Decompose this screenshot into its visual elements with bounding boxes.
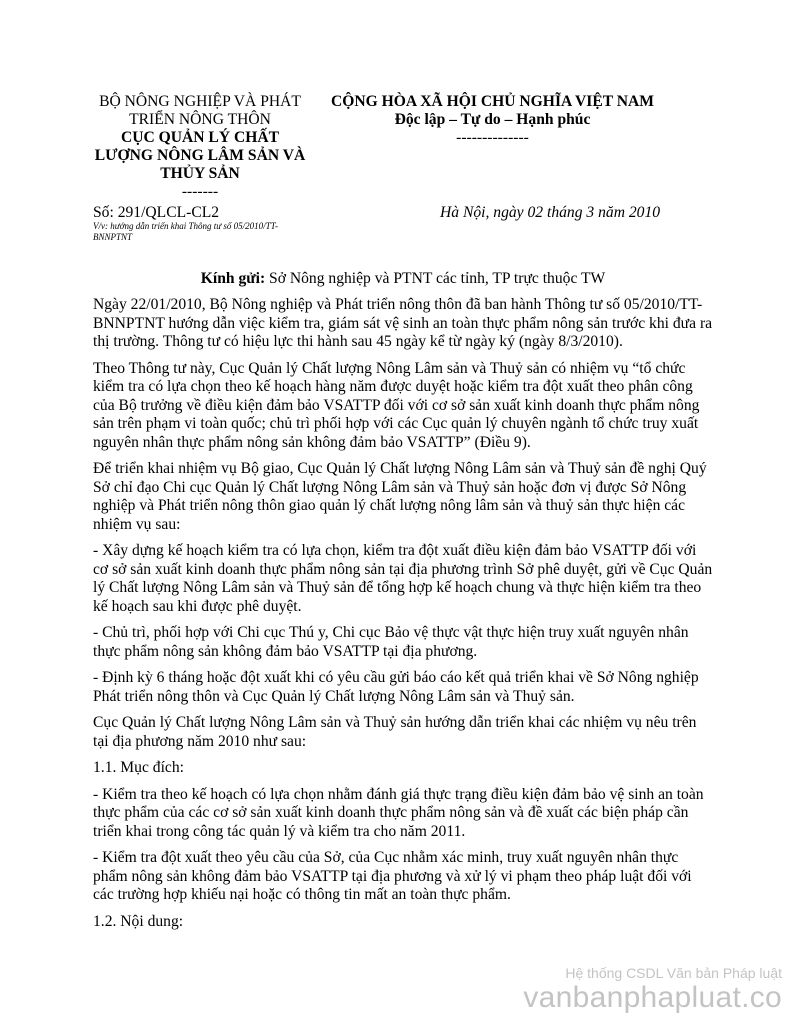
body-paragraph: - Định kỳ 6 tháng hoặc đột xuất khi có yêu cầu gửi báo cáo kết quả triển khai về Sở Nông nghiệp Phát triển nông thôn và Cục Quản lý Chất lượng Nông Lâm sản và Thuỷ sản.	[93, 669, 699, 705]
agency-separator: -------	[181, 183, 219, 200]
issuing-agency-block	[88, 93, 312, 201]
national-motto: Độc lập – Tự do – Hạnh phúc	[394, 111, 591, 128]
country-name: CỘNG HÒA XÃ HỘI CHỦ NGHĨA VIỆT NAM	[330, 93, 655, 110]
body-paragraph: - Kiểm tra theo kế hoạch có lựa chọn nhằm đánh giá thực trạng điều kiện đảm bảo vệ sinh an toàn thực phẩm của các cơ sở sản xuất kinh doanh thực phẩm nông sản và đề xuất các biện pháp cần triển khai trong công tác quản lý và kiểm tra cho năm 2011.	[93, 785, 704, 840]
agency-name-line2: LƯỢNG NÔNG LÂM SẢN VÀ	[94, 147, 306, 164]
section-heading: 1.2. Nội dung:	[93, 912, 184, 930]
document-subject	[93, 221, 318, 243]
body-paragraph: - Chủ trì, phối hợp với Chi cục Thú y, Chi cục Bảo vệ thực vật thực hiện truy xuất nguyên nhân thực phẩm nông sản không đảm bảo VSATTP tại địa phương.	[93, 624, 689, 660]
document-number: Số: 291/QLCL-CL2	[93, 204, 220, 221]
recipient-line	[93, 270, 713, 288]
watermark-line2: vanbanphapluat.co	[523, 981, 782, 1014]
ministry-name-line2: TRIỂN NÔNG THÔN	[129, 111, 271, 128]
site-watermark	[523, 965, 782, 1015]
national-title-block	[325, 93, 660, 147]
subject-line1: V/v: hướng dẫn triển khai Thông tư số 05/2010/TT-	[93, 221, 278, 231]
body-paragraph: Ngày 22/01/2010, Bộ Nông nghiệp và Phát triển nông thôn đã ban hành Thông tư số 05/2010/TT-BNNPTNT hướng dẫn việc kiểm tra, giám sát vệ sinh an toàn thực phẩm nông sản trước khi đưa ra thị trường. Thông tư có hiệu lực thi hành sau 45 ngày kể từ ngày ký (ngày 8/3/2010).	[93, 296, 713, 350]
recipient-text: Sở Nông nghiệp và PTNT các tỉnh, TP trực thuộc TW	[269, 270, 606, 287]
section-heading: 1.1. Mục đích:	[93, 759, 184, 776]
body-paragraph: Để triển khai nhiệm vụ Bộ giao, Cục Quản lý Chất lượng Nông Lâm sản và Thuỷ sản đề nghị Quý Sở chỉ đạo Chi cục Quản lý Chất lượng Nông Lâm sản và Thuỷ sản hoặc đơn vị được Sở Nông nghiệp và Phát triển nông thôn giao quản lý chất lượng nông lâm sản và thuỷ sản thực hiện các nhiệm vụ sau:	[93, 460, 707, 533]
document-body	[93, 296, 713, 939]
document-date: Hà Nội, ngày 02 tháng 3 năm 2010	[440, 204, 661, 221]
body-paragraph: - Xây dựng kế hoạch kiểm tra có lựa chọn, kiểm tra đột xuất điều kiện đảm bảo VSATTP đối với cơ sở sản xuất kinh doanh thực phẩm nông sản tại địa phương trình Sở phê duyệt, gửi về Cục Quản lý Chất lượng Nông Lâm sản và Thuỷ sản để tổng hợp kế hoạch chung và thực hiện kiểm tra theo kế hoạch sau khi được phê duyệt.	[93, 542, 713, 615]
subject-line2: BNNPTNT	[93, 232, 133, 242]
watermark-line1: Hệ thống CSDL Văn bản Pháp luật	[565, 965, 782, 981]
agency-name-line1: CỤC QUẢN LÝ CHẤT	[120, 129, 280, 146]
ministry-name-line1: BỘ NÔNG NGHIỆP VÀ PHÁT	[99, 93, 301, 110]
recipient-label: Kính gửi:	[200, 270, 266, 287]
body-paragraph: Cục Quản lý Chất lượng Nông Lâm sản và Thuỷ sản hướng dẫn triển khai các nhiệm vụ nêu trên tại địa phương năm 2010 như sau:	[93, 714, 697, 750]
body-paragraph: - Kiểm tra đột xuất theo yêu cầu của Sở, của Cục nhằm xác minh, truy xuất nguyên nhân thực phẩm nông sản không đảm bảo VSATTP tại địa phương và xử lý vi phạm theo pháp luật đối với các trường hợp khiếu nại hoặc có thông tin mất an toàn thực phẩm.	[93, 849, 692, 903]
agency-name-line3: THỦY SẢN	[160, 165, 240, 182]
motto-separator: --------------	[456, 129, 529, 146]
body-paragraph: Theo Thông tư này, Cục Quản lý Chất lượng Nông Lâm sản và Thuỷ sản có nhiệm vụ “tổ chức kiểm tra có lựa chọn theo kế hoạch hàng năm được duyệt hoặc kiểm tra đột xuất theo phân công của Bộ trưởng về điều kiện đảm bảo VSATTP đối với cơ sở sản xuất kinh doanh thực phẩm nông sản trên phạm vi toàn quốc; chủ trì phối hợp với các Cục quản lý chuyên ngành tổ chức truy xuất nguyên nhân thực phẩm nông sản không đảm bảo VSATTP” (Điều 9).	[93, 359, 700, 451]
